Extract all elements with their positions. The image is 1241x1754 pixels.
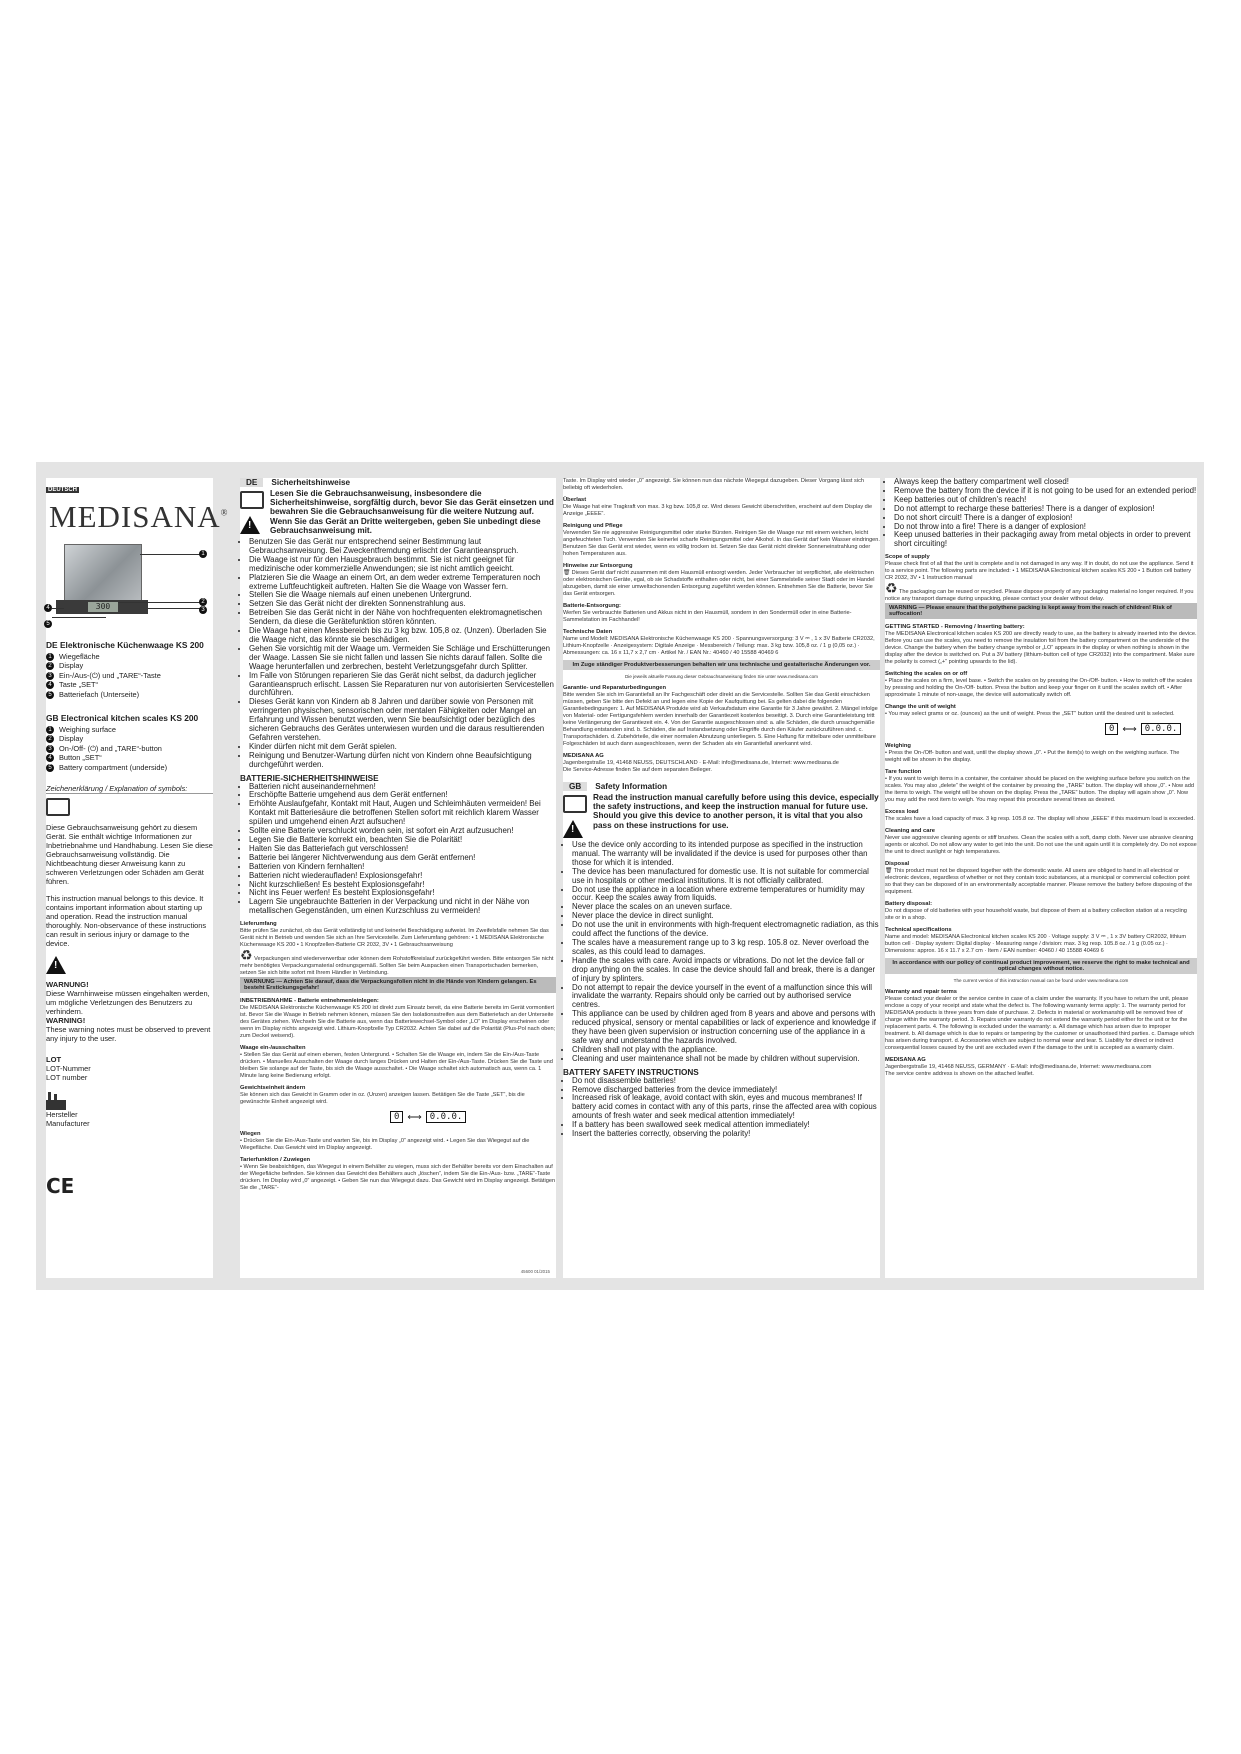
de-startup-heading: INBETRIEBNAHME - Batterie entnehmen/einlegen: bbox=[240, 998, 379, 1005]
de-parts-title: DE Elektronische Küchenwaage KS 200 bbox=[46, 640, 204, 650]
warning-triangle-icon bbox=[563, 820, 583, 838]
de-battery-title: BATTERIE-SICHERHEITSHINWEISE bbox=[240, 773, 379, 783]
de-safety-list: • Benutzen Sie das Gerät nur entsprechend seiner Bestimmung laut Gebrauchsanweisung. Bei Zweckentfremdung erlischt der Garantieanspruch. • Die Waage ist nur für den Hausgebrauch bestimmt. Sie ist nicht geeignet für medizinische oder kommerzielle Anwendungen; sie ist nicht amtlich geeicht. • Platzieren Sie die Waage an einem Ort, an dem weder extreme Temperaturen noch extreme Luftfeuchtigkeit auftreten. Halten Sie die Waage von Wasser fern. • Stellen Sie die Waage niemals auf einen unebenen Untergrund. • Setzen Sie das Gerät nicht der direkten Sonnenstrahlung aus. • Betreiben Sie das Gerät nicht in der Nähe von hochfrequenten elektromagnetischen Sendern, da diese die Gerätefunktion stören könnten. • Die Waage hat einen Messbereich bis zu 3 kg bzw. 105,8 oz. (Unzen). Überladen Sie die Waage nicht, das könnte sie beschädigen. • Gehen Sie vorsichtig mit der Waage um. Vermeiden Sie Schläge und Erschütterungen der Waage. Lassen Sie sie nicht fallen und lassen Sie nichts darauf fallen. Sollte die Waage herunterfallen und zerbrechen, besteht Verletzungsgefahr durch Splitter. • Im Falle von Störungen reparieren Sie das Gerät nicht selbst, da dadurch jeglicher Garantieanspruch erlischt. Lassen Sie Reparaturen nur von autorisierten Servicestellen durchführen. • Dieses Gerät kann von Kindern ab 8 Jahren und darüber sowie von Personen mit verringerten physischen, sensorischen oder mentalen Fähigkeiten oder Mangel an Erfahrung und Wissen benutzt werden, wenn Sie beaufsichtigt oder bezüglich des sicheren Gebrauchs des Gerätes unterwiesen wurden und die daraus resultierenden Gefahren verstehen. • Kinder dürfen nicht mit dem Gerät spielen. • Reinigung und Benutzer-Wartung dürfen nicht von Kindern ohne Beaufsichtigung durchgeführt werden. bbox=[240, 538, 556, 770]
gb-tech-bar: In accordance with our policy of continual product improvement, we reserve the right to make technical and optical changes without notice. bbox=[885, 958, 1197, 974]
de-company: MEDISANA AG bbox=[563, 753, 604, 759]
de-tech-heading: Technische Daten bbox=[563, 629, 613, 635]
gb-packaging-text: ♻ The packaging can be reused or recycled. Please dispose properly of any packaging material no longer required. If you notice any transport damage during unpacking, please contact your dealer without delay. bbox=[885, 580, 1194, 603]
gb-onoff-text: • Place the scales on a firm, level base. • Switch the scales on by pressing the On-/Off- button. • How to switch off the scales by pressing and holding the On-/Off- button. Press the button and keep your finger on it until the scales switch off. • After approximate 1 minute of non-usage, the device will automatically switch off. bbox=[885, 678, 1193, 699]
de-battery-disposal-text: Werfen Sie verbrauchte Batterien und Akkus nicht in den Hausmüll, sondern in den Sondermüll oder in eine Batterie-Sammelstation im Fachhandel! bbox=[563, 610, 852, 623]
gb-disposal-text: 🗑 This product must not be disposed together with the domestic waste. All users are obliged to hand in all electrical or electronic devices, regardless of whether or not they contain toxic substances, at a municipal or commercial collection point so that they can be disposed of in an environmentally acceptable manner. Please remove the battery before disposing of the equipment. bbox=[885, 868, 1193, 896]
gb-tech-text: Name and model: MEDISANA Electronical kitchen scales KS 200 · Voltage supply: 3 V ⎓ , 1 x 3V battery CR2032, lithium button cell · Display system: Digital display · Measuring range / division: max. 3 kg resp. 105.8 oz. / 1 g (0.05 oz.) · Dimensions: approx. 16 x 11.7 x 2.7 cm · Item / EAN number: 40460 / 40 15588 40469 6 bbox=[885, 934, 1187, 955]
bin-icon: 🗑 bbox=[885, 868, 893, 875]
de-unit-text: Sie können sich das Gewicht in Gramm oder in oz. (Unzen) anzeigen lassen. Betätigen Sie die Taste „SET“, bis die gewünschte Einheit angezeigt wird. bbox=[240, 1092, 525, 1106]
gb-care-heading: Cleaning and care bbox=[885, 828, 935, 835]
de-supply-heading: Lieferumfang bbox=[240, 921, 277, 928]
gb-scope-text: Please check first of all that the unit is complete and is not damaged in any way. If in doubt, do not use the appliance. Send it to a service point. The following parts are included: • 1 MEDISANA Electronical kitchen scales KS 200 • 1 Button cell battery CR 2032, 3V • 1 Instruction manual bbox=[885, 561, 1194, 582]
gb-warning-bar: WARNING — Please ensure that the polythene packing is kept away from the reach of children! Risk of suffocation! bbox=[885, 603, 1197, 619]
de-parts-list: 1 Wiegefläche 2 Display 3 Ein-/Aus-(⏻) und „TARE“-Taste 4 Taste „SET“ 5 Batteriefach (Unterseite) bbox=[46, 652, 213, 699]
manufacturer-text-en: Manufacturer bbox=[46, 1119, 90, 1129]
de-tare-heading: Tarierfunktion / Zuwiegen bbox=[240, 1157, 311, 1164]
warning-triangle-icon bbox=[240, 516, 260, 534]
gb-scope-heading: Scope of supply bbox=[885, 554, 930, 561]
manufacturer-text-de: Hersteller bbox=[46, 1110, 78, 1120]
recycling-icon: ♻ bbox=[240, 947, 253, 964]
symbols-heading: Zeichenerklärung / Explanation of symbols: bbox=[46, 784, 213, 794]
gb-battery-disposal-heading: Battery disposal: bbox=[885, 901, 933, 908]
gb-weigh-text: • Press the On-/Off- button and wait, until the display shows „0“. • Put the item(s) to weigh on the weighing surface. The weight will be shown in the display. bbox=[885, 750, 1180, 764]
gb-address: Jagenbergstraße 19, 41468 NEUSS, GERMANY · E-Mail: info@medisana.de, Internet: www.medisana.com bbox=[885, 1064, 1152, 1071]
warning-triangle-icon bbox=[46, 956, 66, 974]
bin-icon: 🗑 bbox=[563, 570, 571, 576]
de-intro: ! Lesen Sie die Gebrauchsanweisung, insbesondere die Sicherheitshinweise, sorgfältig durch, bevor Sie das Gerät einsetzen und bewahren Sie die Gebrauchsanweisung für die weitere Nutzung auf. Wenn Sie das Gerät an Dritte weitergeben, geben Sie unbedingt diese Gebrauchsanweisung mit. bbox=[240, 489, 556, 535]
manual-text-en: This instruction manual belongs to this device. It contains important information about starting up and operation. Read the instruction manual thoroughly. Non-observance of these instructions can result in serious injury or damage to the device. bbox=[46, 894, 207, 949]
gb-unit-heading: Change the unit of weight bbox=[885, 704, 956, 711]
callout-4: 4 bbox=[44, 604, 52, 612]
callout-2: 2 bbox=[199, 598, 207, 606]
de-disposal-text: 🗑 Dieses Gerät darf nicht zusammen mit dem Hausmüll entsorgt werden. Jeder Verbraucher ist verpflichtet, alle elektrischen oder elektronischen Geräte, egal, ob sie Schadstoffe enthalten oder nicht, bei einer Sammelstelle seiner Stadt oder im Handel abzugeben, damit sie einer umweltschonenden Entsorgung zugeführt werden können. Entnehmen Sie die Batterie, bevor Sie das Gerät entsorgen. bbox=[563, 570, 875, 597]
brand-logo: MEDISANA® bbox=[49, 499, 229, 534]
de-warning-bar: WARNUNG — Achten Sie darauf, dass die Verpackungsfolien nicht in die Hände von Kindern gelangen. Es besteht Erstickungsgefahr! bbox=[240, 977, 556, 993]
de-battery-list: • Batterien nicht auseinandernehmen! • Erschöpfte Batterie umgehend aus dem Gerät entfernen! • Erhöhte Auslaufgefahr, Kontakt mit Haut, Augen und Schleimhäuten vermeiden! Bei Kontakt mit Batteriesäure die betroffenen Stellen sofort mit reichlich klarem Wasser spülen und umgehend einen Arzt aufsuchen! • Sollte eine Batterie verschluckt worden sein, ist sofort ein Arzt aufzusuchen! • Legen Sie die Batterie korrekt ein, beachten Sie die Polarität! • Halten Sie das Batteriefach gut verschlossen! • Batterie bei längerer Nichtverwendung aus dem Gerät entfernen! • Batterien von Kindern fernhalten! • Batterien nicht wiederaufladen! Explosionsgefahr! • Nicht kurzschließen! Es besteht Explosionsgefahr! • Nicht ins Feuer werfen! Es besteht Explosionsgefahr! • Lagern Sie ungebrauchte Batterien in der Verpackung und nicht in der Nähe von metallischen Gegenständen, um einen Kurzschluss zu vermeiden! bbox=[240, 783, 556, 917]
de-packaging-text: ♻ Verpackungen sind wiederverwertbar oder können dem Rohstoffkreislauf zurückgeführt werden. Bitte entsorgen Sie nicht mehr benötigtes Verpackungsmaterial ordnungsgemäß. Sollten Sie beim Auspacken einen Transportschaden bemerken, setzen Sie sich bitte sofort mit Ihrem Händler in Verbindung. bbox=[240, 947, 554, 977]
de-weigh-text: • Drücken Sie die Ein-/Aus-Taste und warten Sie, bis im Display „0“ angezeigt wird. • Legen Sie das Wiegegut auf die Wiegefläche. Das Gewicht wird im Display angezeigt. bbox=[240, 1138, 530, 1152]
de-warranty-text: Bitte wenden Sie sich im Garantiefall an Ihr Fachgeschäft oder direkt an die Servicestelle. Sollten Sie das Gerät einschicken müssen, geben Sie bitte den Defekt an und legen eine Kopie der Kaufquittung bei. Es gelten dabei die folgenden Garantiebedingungen: 1. Auf MEDISANA Produkte wird ab Verkaufsdatum eine Garantie für 3 Jahre gewährt. 2. Mängel infolge von Material- oder Fertigungsfehlern werden innerhalb der Garantiezeit kostenlos beseitigt. 3. Durch eine Garantieleistung tritt keine Verlängerung der Garantiezeit ein. 4. Von der Garantie ausgeschlossen sind: a. alle Schäden, die durch unsachgemäße Behandlung entstanden sind. b. Schäden, die auf Instandsetzung oder Eingriffe durch den Käufer zurückzuführen sind. c. Transportschäden. d. Zubehörteile, die einer normalen Abnutzung unterliegen. 5. Eine Haftung für mittelbare oder unmittelbare Folgeschäden ist auch dann ausgeschlossen, wenn der Schaden als ein Garantiefall anerkannt wird. bbox=[563, 692, 878, 747]
weighing-surface bbox=[64, 544, 142, 604]
de-onoff-heading: Waage ein-/ausschalten bbox=[240, 1045, 306, 1052]
scale-display: 300 bbox=[88, 602, 118, 612]
column-de-gb bbox=[563, 478, 880, 1278]
warning-en-heading: WARNING! bbox=[46, 1016, 86, 1026]
de-address: Jagenbergstraße 19, 41468 NEUSS, DEUTSCHLAND · E-Mail: info@medisana.de, Internet: www.medisana.de bbox=[563, 760, 839, 766]
scale-figure bbox=[46, 540, 206, 632]
language-tag: DEUTSCH bbox=[48, 487, 78, 493]
gb-battery-list-continued: • Always keep the battery compartment well closed! • Remove the battery from the device if it is not going to be used for an extended period! • Keep batteries out of children’s reach! • Do not attempt to recharge these batteries! There is a danger of explosion! • Do not short circuit! There is a danger of explosion! • Do not throw into a fire! There is a danger of explosion! • Keep unused batteries in their packaging away from metal objects in order to prevent short circuiting! bbox=[885, 478, 1197, 549]
lot-symbol: LOT bbox=[46, 1055, 62, 1065]
gb-excess-text: The scales have a load capacity of max. 3 kg resp. 105.8 oz. The display will show „EEEE“ if this maximum load is exceeded. bbox=[885, 816, 1195, 823]
gb-tech-note: The current version of this instruction manual can be found under www.medisana.com bbox=[953, 978, 1129, 984]
ce-mark: CE bbox=[46, 1174, 75, 1199]
gb-excess-heading: Excess load bbox=[885, 809, 919, 816]
gb-battery-title: BATTERY SAFETY INSTRUCTIONS bbox=[563, 1067, 699, 1077]
unit-display-illustration: 0 ⟷ 0.0.0. bbox=[390, 1111, 466, 1123]
gb-tare-heading: Tare function bbox=[885, 769, 922, 776]
article-number: 45600 01/2015 bbox=[520, 1269, 550, 1274]
recycling-icon: ♻ bbox=[885, 580, 898, 597]
gb-service-note: The service centre address is shown on the attached leaflet. bbox=[885, 1071, 1034, 1078]
de-cleaning-text: Verwenden Sie nie aggressive Reinigungsmittel oder starke Bürsten. Reinigen Sie die Waage nur mit einem weichen, leicht angefeuchteten Tuch. Verwenden Sie keinerlei scharfe Reinigungsmittel oder Alkohol. In das Gerät darf kein Wasser eindringen. Benutzen Sie das Gerät erst wieder, wenn es völlig trocken ist. Setzen Sie das Gerät nicht direkter Sonneneinstrahlung oder hohen Temperaturen aus. bbox=[563, 530, 880, 557]
gb-care-text: Never use aggressive cleaning agents or stiff brushes. Clean the scales with a soft, damp cloth. Never use abrasive cleaning agents or alcohol. Do not allow any water to get into the unit. Do not use the unit again until it is completely dry. Do not expose the unit to direct sunlight or high temperatures. bbox=[885, 835, 1197, 856]
de-weigh-heading: Wiegen bbox=[240, 1131, 261, 1138]
gb-parts-title: GB Electronical kitchen scales KS 200 bbox=[46, 713, 199, 724]
manual-book-icon bbox=[240, 491, 264, 509]
column-gb bbox=[885, 478, 1197, 1278]
gb-warranty-heading: Warranty and repair terms bbox=[885, 989, 957, 996]
de-tech-text: Name und Modell: MEDISANA Elektronische Küchenwaage KS 200 · Spannungsversorgung: 3 V ⎓ , 1 x 3V Batterie CR2032, Lithium-Knopfzelle · Anzeigesystem: Digitale Anzeige · Messbereich / Teilung: max. 3 kg bzw. 105,8 oz. / 1 g (0,05 oz.) · Abmessungen: ca. 16 x 11,7 x 2,7 cm · Artikel Nr. / EAN Nr.: 40460 / 40 15588 40469 6 bbox=[563, 636, 875, 656]
gb-tare-text: • If you want to weigh items in a container, the container should be placed on the weighing surface before you switch on the scales. You may also „delete“ the weight of the container by pressing the „TARE“ button. The display will show „0“. • Now add the items to weigh. The weight will be shown on the display. Press the „TARE“ button. The display will again show „0“. Now you may add the next item to weigh. You may repeat this procedure several times as desired. bbox=[885, 776, 1194, 804]
gb-start-heading: GETTING STARTED - Removing / Inserting battery: bbox=[885, 624, 1025, 631]
gb-weigh-heading: Weighing bbox=[885, 743, 911, 750]
manufacturer-icon bbox=[46, 1092, 66, 1110]
de-service-note: Die Service-Adresse finden Sie auf dem separaten Beileger. bbox=[563, 767, 712, 773]
callout-5: 5 bbox=[44, 620, 52, 628]
gb-unit-text: • You may select grams or oz. (ounces) as the unit of weight. Press the „SET“ button until the desired unit is selected. bbox=[885, 711, 1175, 718]
de-overload-heading: Überlast bbox=[563, 497, 587, 503]
de-tech-note: Die jeweils aktuelle Fassung dieser Gebrauchsanweisung finden Sie unter www.medisana.com bbox=[624, 674, 819, 679]
manual-book-icon bbox=[563, 795, 587, 813]
gb-battery-list: • Do not disassemble batteries! • Remove discharged batteries from the device immediately! • Increased risk of leakage, avoid contact with skin, eyes and mucous membranes! If battery acid comes in contact with any of this parts, rinse the affected area with copious amounts of fresh water and seek medical attention immediately! • If a battery has been swallowed seek medical attention immediately! • Insert the batteries correctly, observing the polarity! bbox=[563, 1077, 880, 1139]
de-startup-text: Die MEDISANA Elektronische Küchenwaage KS 200 ist direkt zum Einsatz bereit, da eine Batterie bereits im Gerät vormontiert ist. Bevor Sie die Waage in Betrieb nehmen können, müssen Sie den Isolationsstreifen aus dem Batteriefach an der Unterseite des Gerätes ziehen. Wechseln Sie die Batterie aus, wenn das Batteriewechsel-Symbol oder „LO“ im Display erscheinen oder wenn im Display nichts angezeigt wird. Lithium-Knopfzelle Typ CR2032. Achten Sie dabei auf die Polarität (Plus-Pol nach oben; zum Deckel weisend). bbox=[240, 1005, 556, 1040]
gb-section-header: GB Safety Information bbox=[563, 782, 880, 791]
gb-battery-disposal-text: Do not dispose of old batteries with your household waste, but dispose of them at a battery collection station at a recycling site or in a shop. bbox=[885, 908, 1187, 922]
callout-1: 1 bbox=[199, 550, 207, 558]
gb-warranty-text: Please contact your dealer or the service centre in case of a claim under the warranty. If you have to return the unit, please enclose a copy of your receipt and state what the defect is. The following warranty terms apply: 1. The warranty period for MEDISANA products is three years from date of purchase. 2. Defects in material or workmanship will be removed free of charge within the warranty period. 3. Repairs under warranty do not extend the warranty period either for the unit or for the replacement parts. 4. The following is excluded under the warranty: a. All damage which has arisen due to improper treatment. b. All damage which is due to repairs or tampering by the customer or unauthorised third parties. c. Damage which has arisen during transport. d. Accessories which are subject to normal wear and tear. 5. Liability for direct or indirect consequential losses caused by the unit are excluded even if the damage to the unit is accepted as a warranty claim. bbox=[885, 996, 1195, 1052]
manual-text-de: Diese Gebrauchsanweisung gehört zu diesem Gerät. Sie enthält wichtige Informationen zur Inbetriebnahme und Handhabung. Lesen Sie diese Gebrauchsanweisung vollständig. Die Nichtbeachtung dieser Anweisung kann zu schweren Verletzungen oder Schäden am Gerät führen. bbox=[46, 823, 213, 887]
de-disposal-heading: Hinweise zur Entsorgung bbox=[563, 563, 633, 569]
de-battery-disposal-heading: Batterie-Entsorgung: bbox=[563, 603, 621, 609]
gb-tech-heading: Technical specifications bbox=[885, 927, 952, 934]
de-supply-text: Bitte prüfen Sie zunächst, ob das Gerät vollständig ist und keinerlei Beschädigung aufweist. Im Zweifelsfalle nehmen Sie das Gerät nicht in Betrieb und wenden Sie sich an Ihre Servicestelle. Zum Lieferumfang gehören: • 1 MEDISANA Elektronische Küchenwaage KS 200 • 1 Knopfzellen-Batterie CR 2032, 3V • 1 Gebrauchsanweisung bbox=[240, 928, 549, 949]
de-warranty-heading: Garantie- und Reparaturbedingungen bbox=[563, 685, 667, 691]
gb-company: MEDISANA AG bbox=[885, 1057, 926, 1064]
unit-display-illustration: 0 ⟷ 0.0.0. bbox=[1105, 723, 1181, 735]
gb-disposal-heading: Disposal bbox=[885, 861, 910, 868]
gb-safety-list: • Use the device only according to its intended purpose as specified in the instruction manual. The warranty will be invalidated if the device is used for purposes other than those for which it is intended. • The device has been manufactured for domestic use. It is not suitable for commercial use in hospitals or other medical institutions. It is not officially calibrated. • Do not use the appliance in a location where extreme temperatures or humidity may occur. Keep the scales away from liquids. • Never place the scales on an uneven surface. • Never place the device in direct sunlight. • Do not use the unit in environments with high-frequent electromagnetic radiation, as this could affect the functions of the device. • The scales have a measurement range up to 3 kg resp. 105.8 oz. Never overload the scales, as this could lead to damages. • Handle the scales with care. Avoid impacts or vibrations. Do not let the device fall or drop anything on the scales. In case the device should fall and break, there is a danger of injury by splinters. • Do not attempt to repair the device yourself in the event of a malfunction since this will invalidate the warranty. Repairs should only be carried out by authorised service centres. • This appliance can be used by children aged from 8 years and above and persons with reduced physical, sensory or mental capabilities or lack of experience and knowledge if they have been given supervision or instruction concerning use of the appliance in a safe way and understand the hazards involved. • Children shall not play with the appliance. • Cleaning and user maintenance shall not be made by children without supervision. bbox=[563, 841, 880, 1064]
lot-text-en: LOT number bbox=[46, 1073, 88, 1083]
de-overload-text: Die Waage hat eine Tragkraft von max. 3 kg bzw. 105,8 oz. Wird dieses Gewicht überschritten, erscheint auf dem Display die Anzeige „EEEE“. bbox=[563, 504, 873, 517]
de-unit-heading: Gewichtseinheit ändern bbox=[240, 1085, 306, 1092]
de-tare-text: • Wenn Sie beabsichtigen, das Wiegegut in einem Behälter zu wiegen, muss sich der Behälter bereits vor dem Einschalten auf der Wiegefläche befinden. Sie können das Gewicht des Behälters auch „löschen“, indem Sie die Ein-/Aus- bzw. „TARE“-Taste drücken. Im Display wird „0“ angezeigt. • Geben Sie nun das Wiegegut dazu. Das Gewicht wird im Display angezeigt. Betätigen Sie die „TARE“- bbox=[240, 1164, 556, 1192]
de-section-header: DE Sicherheitshinweise bbox=[240, 478, 556, 487]
lot-text-de: LOT-Nummer bbox=[46, 1064, 91, 1074]
column-de-safety bbox=[240, 478, 556, 1278]
warning-de-heading: WARNUNG! bbox=[46, 980, 89, 990]
de-onoff-text: • Stellen Sie das Gerät auf einen ebenen, festen Untergrund. • Schalten Sie die Waage ein, indem Sie die Ein-/Aus-Taste drücken. • Manuelles Ausschalten der Waage durch langes Drücken und Halten der Ein-/Aus-Taste. Drücken Sie die Taste und bleiben Sie solange auf der Taste, bis sich die Waage ausschaltet. • Die Waage schaltet sich automatisch aus, wenn ca. 1 Minute lang keine Bedienung erfolgt. bbox=[240, 1052, 553, 1080]
gb-onoff-heading: Switching the scales on or off bbox=[885, 671, 968, 678]
gb-start-text: The MEDISANA Electronical kitchen scales KS 200 are directly ready to use, as the battery is already inserted into the device. Before you can use the scales, you need to remove the insulation foil from the battery compartment on the underside of the device. Change the battery when the battery change symbol or „LO“ appears in the display or when nothing is shown in the display after the device is switched on. Put a 3V battery (lithium-button cell of type CR2032) into the compartment. Make sure the polarity is correct („+“ pointing upwards to the lid). bbox=[885, 631, 1197, 666]
column-overview bbox=[46, 478, 229, 1278]
gb-intro: ! Read the instruction manual carefully before using this device, especially the safety instructions, and keep the instruction manual for future use. Should you give this device to another person, it is vital that you also pass on these instructions for use. bbox=[563, 793, 880, 838]
manual-book-icon bbox=[46, 798, 70, 816]
callout-3: 3 bbox=[199, 606, 207, 614]
gb-parts-list: 1 Weighing surface 2 Display 3 On-/Off- (⏻) and „TARE“-button 4 Button „SET“ 5 Battery compartment (underside) bbox=[46, 725, 213, 772]
de-tare-continued: Taste. Im Display wird wieder „0“ angezeigt. Sie können nun das nächste Wiegegut dazugeben. Dieser Vorgang lässt sich beliebig oft wiederholen. bbox=[563, 478, 864, 491]
de-tech-bar: Im Zuge ständiger Produktverbesserungen behalten wir uns technische und gestalterische Änderungen vor. bbox=[563, 660, 880, 670]
de-cleaning-heading: Reinigung und Pflege bbox=[563, 523, 623, 529]
warning-de-text: Diese Warnhinweise müssen eingehalten werden, um mögliche Verletzungen des Benutzers zu verhindern. bbox=[46, 989, 210, 1017]
warning-en-text: These warning notes must be observed to prevent any injury to the user. bbox=[46, 1025, 211, 1044]
